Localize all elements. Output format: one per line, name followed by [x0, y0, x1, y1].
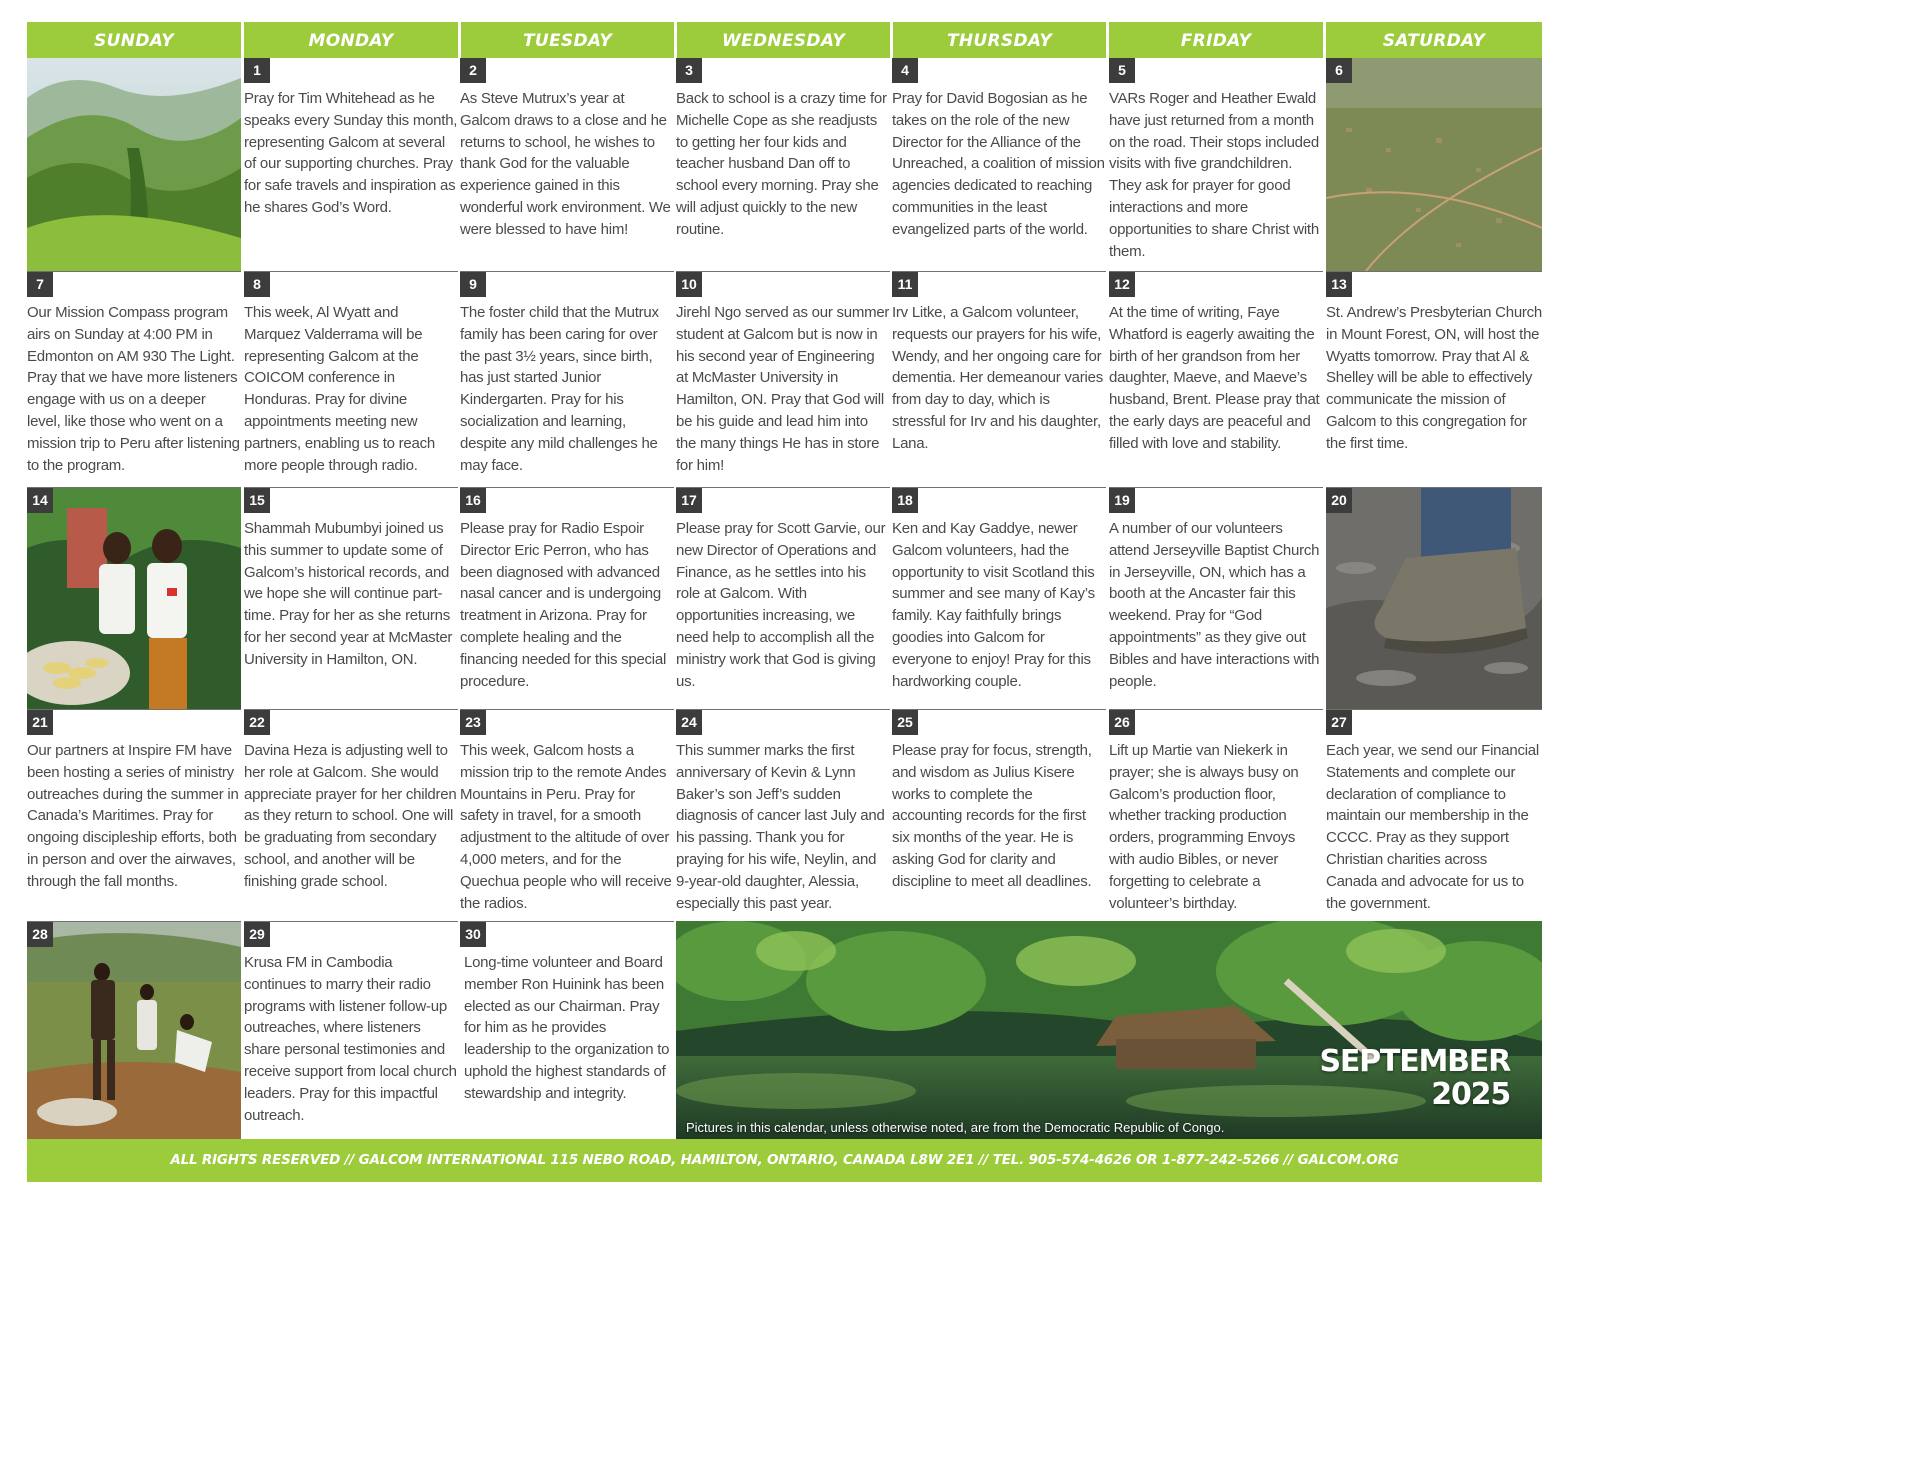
day-number: 14: [27, 488, 53, 513]
day-number: 5: [1109, 58, 1135, 83]
workers-field-photo: [27, 922, 241, 1140]
prayer-text: This summer marks the first anniversary of Kevin & Lynn Baker’s son Jeff’s sudden diagnosis of cancer last July and his passing. Thank you for praying for his wife, Neylin, and 9-year-old daughter, Alessia, especially this past year.: [676, 742, 885, 912]
weekday-saturday: SATURDAY: [1326, 22, 1542, 58]
day-cell-4: [892, 58, 1106, 271]
day-number: 22: [244, 710, 270, 735]
day-number: 16: [460, 488, 486, 513]
day-cell-6: [1326, 58, 1542, 271]
day-cell-27: [1326, 709, 1542, 922]
prayer-text: Please pray for Radio Espoir Director Eric Perron, who has been diagnosed with advanced nasal cancer and is undergoing treatment in Arizona. Pray for complete healing and the financing needed for this special procedure.: [460, 520, 667, 690]
day-cell-15: [244, 487, 458, 710]
prayer-text: Pray for Tim Whitehead as he speaks every Sunday this month, representing Galcom at several of our supporting churches. Pray for safe travels and inspiration as he shares God’s Word.: [244, 90, 458, 216]
prayer-text: Please pray for focus, strength, and wisdom as Julius Kisere works to complete the accounting records for the first six months of the year. He is asking God for clarity and discipline to meet all deadlines.: [892, 742, 1092, 890]
day-cell-14: [27, 487, 241, 710]
day-number: 13: [1326, 272, 1352, 297]
day-cell-23: [460, 709, 674, 922]
weekday-thursday: THURSDAY: [893, 22, 1106, 58]
day-number: 1: [244, 58, 270, 83]
month-title: [1319, 1045, 1510, 1111]
day-cell-16: [460, 487, 674, 710]
day-cell-3: [676, 58, 890, 271]
day-number: 23: [460, 710, 486, 735]
day-number: 11: [892, 272, 918, 297]
day-cell-10: [676, 271, 890, 488]
day-number: 25: [892, 710, 918, 735]
weekday-wednesday: WEDNESDAY: [677, 22, 890, 58]
day-cell-19: [1109, 487, 1323, 710]
day-number: 7: [27, 272, 53, 297]
month-name: SEPTEMBER: [1319, 1044, 1510, 1079]
day-cell-9: [460, 271, 674, 488]
month-year: 2025: [1431, 1077, 1510, 1112]
day-number: 4: [892, 58, 918, 83]
prayer-text: Ken and Kay Gaddye, newer Galcom volunteers, had the opportunity to visit Scotland this summer and see many of Kay’s family. Kay faithfully brings goodies into Galcom for everyone to enjoy! Pray for this hardworking couple.: [892, 520, 1095, 690]
day-cell-2: [460, 58, 674, 271]
day-cell-30: [460, 921, 674, 1140]
day-number: 29: [244, 922, 270, 947]
prayer-text: A number of our volunteers attend Jerseyville Baptist Church in Jerseyville, ON, which has a booth at the Ancaster fair this weekend. Pray for “God appointments” as they give out Bibles and have interactions with people.: [1109, 520, 1320, 690]
day-cell-7: [27, 271, 241, 488]
prayer-text: Krusa FM in Cambodia continues to marry their radio programs with listener follow-up outreaches, where listeners share personal testimonies and receive support from local church leaders. Pray for this impactful outreach.: [244, 954, 457, 1124]
day-number: 20: [1326, 488, 1352, 513]
day-number: 15: [244, 488, 270, 513]
prayer-text: Please pray for Scott Garvie, our new Director of Operations and Finance, as he settles into his role at Galcom. With opportunities increasing, we need help to accomplish all the ministry work that God is giving us.: [676, 520, 886, 690]
day-number: 26: [1109, 710, 1135, 735]
prayer-text: Long-time volunteer and Board member Ron Huinink has been elected as our Chairman. Pray for him as he provides leadership to the organization to uphold the highest standards of stewardship and integrity.: [464, 954, 670, 1102]
footer-bar: ALL RIGHTS RESERVED // GALCOM INTERNATIONAL 115 NEBO ROAD, HAMILTON, ONTARIO, CANADA L8W 2E1 // TEL. 905-574-4626 OR 1-877-242-5266 // GALCOM.ORG: [27, 1139, 1542, 1182]
prayer-text: As Steve Mutrux’s year at Galcom draws to a close and he returns to school, he wishes to thank God for the valuable experience gained in this wonderful work environment. We were blessed to have him!: [460, 90, 671, 238]
prayer-text: This week, Galcom hosts a mission trip to the remote Andes Mountains in Peru. Pray for safety in travel, for a smooth adjustment to the altitude of over 4,000 meters, and for the Quechua people who will receive the radios.: [460, 742, 672, 912]
day-number: 6: [1326, 58, 1352, 83]
weekday-friday: FRIDAY: [1109, 22, 1323, 58]
prayer-text: St. Andrew’s Presbyterian Church in Mount Forest, ON, will host the Wyatts tomorrow. Pray that Al & Shelley will be able to effectively communicate the mission of Galcom to this congregation for the first time.: [1326, 304, 1542, 452]
prayer-text: Shammah Mubumbyi joined us this summer to update some of Galcom’s historical records, and we hope she will continue part-time. Pray for her as she returns for her second year at McMaster University in Hamilton, ON.: [244, 520, 453, 668]
day-number: 27: [1326, 710, 1352, 735]
day-cell-8: [244, 271, 458, 488]
day-cell-1: [244, 58, 458, 271]
day-cell-5: [1109, 58, 1323, 271]
weekday-monday: MONDAY: [244, 22, 458, 58]
prayer-text: Pray for David Bogosian as he takes on the role of the new Director for the Alliance of the Unreached, a coalition of mission agencies dedicated to reaching communities in the least evangelized parts of the world.: [892, 90, 1105, 238]
prayer-text: Our Mission Compass program airs on Sunday at 4:00 PM in Edmonton on AM 930 The Light. Pray that we have more listeners engage with us on a deeper level, like those who went on a mission trip to Peru after listening to the program.: [27, 304, 240, 474]
day-number: 19: [1109, 488, 1135, 513]
prayer-text: Davina Heza is adjusting well to her role at Galcom. She would appreciate prayer for her children as they return to school. One will be graduating from secondary school, and another will be finishing grade school.: [244, 742, 457, 890]
prayer-text: Each year, we send our Financial Statements and complete our declaration of compliance to maintain our membership in the CCCC. Pray as they support Christian charities across Canada and advocate for us to the government.: [1326, 742, 1539, 912]
day-cell-29: [244, 921, 458, 1140]
day-number: 8: [244, 272, 270, 297]
day-cell-22: [244, 709, 458, 922]
day-cell-20: [1326, 487, 1542, 710]
weekday-tuesday: TUESDAY: [461, 22, 674, 58]
day-number: 9: [460, 272, 486, 297]
day-cell-18: [892, 487, 1106, 710]
prayer-text: Back to school is a crazy time for Michelle Cope as she readjusts to getting her four kids and teacher husband Dan off to school every morning. Pray she will adjust quickly to the new routine.: [676, 90, 887, 238]
calendar: [27, 22, 1542, 1182]
day-cell-24: [676, 709, 890, 922]
day-cell-photo-hills: [27, 58, 241, 271]
day-number: 12: [1109, 272, 1135, 297]
day-cell-21: [27, 709, 241, 922]
prayer-text: At the time of writing, Faye Whatford is eagerly awaiting the birth of her grandson from her daughter, Maeve, and Maeve’s husband, Brent. Please pray that the early days are peaceful and filled with love and stability.: [1109, 304, 1320, 452]
prayer-text: The foster child that the Mutrux family has been caring for over the past 3½ years, since birth, has just started Junior Kindergarten. Pray for his socialization and learning, despite any mild challenges he may face.: [460, 304, 659, 474]
prayer-text: Lift up Martie van Niekerk in prayer; she is always busy on Galcom’s production floor, whether tracking production orders, programming Envoys with audio Bibles, or never forgetting to celebrate a volunteer’s birthday.: [1109, 742, 1299, 912]
prayer-text: This week, Al Wyatt and Marquez Valderrama will be representing Galcom at the COICOM conference in Honduras. Pray for divine appointments meeting new partners, enabling us to reach more people through radio.: [244, 304, 435, 474]
day-cell-25: [892, 709, 1106, 922]
day-number: 2: [460, 58, 486, 83]
children-bananas-photo: [27, 488, 241, 710]
muddy-boot-photo: [1326, 488, 1542, 710]
september-banner: [676, 921, 1542, 1139]
day-number: 30: [460, 922, 486, 947]
day-number: 21: [27, 710, 53, 735]
prayer-text: VARs Roger and Heather Ewald have just returned from a month on the road. Their stops included visits with five grandchildren. They ask for prayer for good interactions and more opportunities to share Christ with them.: [1109, 90, 1319, 260]
day-number: 18: [892, 488, 918, 513]
prayer-text: Irv Litke, a Galcom volunteer, requests our prayers for his wife, Wendy, and her ongoing care for dementia. Her demeanour varies from day to day, which is stressful for Irv and his daughter, Lana.: [892, 304, 1103, 452]
day-cell-12: [1109, 271, 1323, 488]
day-cell-26: [1109, 709, 1323, 922]
day-number: 17: [676, 488, 702, 513]
photo-caption: Pictures in this calendar, unless otherwise noted, are from the Democratic Republic of Congo.: [686, 1120, 1225, 1135]
day-number: 28: [27, 922, 53, 947]
town-aerial-photo: [1326, 58, 1542, 271]
day-cell-28: [27, 921, 241, 1140]
day-number: 24: [676, 710, 702, 735]
day-number: 10: [676, 272, 702, 297]
green-hills-photo: [27, 58, 241, 271]
weekday-sunday: SUNDAY: [27, 22, 241, 58]
weekday-header-row: [27, 22, 1542, 58]
day-number: 3: [676, 58, 702, 83]
prayer-text: Jirehl Ngo served as our summer student at Galcom but is now in his second year of Engineering at McMaster University in Hamilton, ON. Pray that God will be his guide and lead him into the many things He has in store for him!: [676, 304, 890, 474]
day-cell-11: [892, 271, 1106, 488]
day-cell-17: [676, 487, 890, 710]
prayer-text: Our partners at Inspire FM have been hosting a series of ministry outreaches during the summer in Canada’s Maritimes. Pray for ongoing discipleship efforts, both in person and over the airwaves, through the fall months.: [27, 742, 239, 890]
day-cell-13: [1326, 271, 1542, 488]
